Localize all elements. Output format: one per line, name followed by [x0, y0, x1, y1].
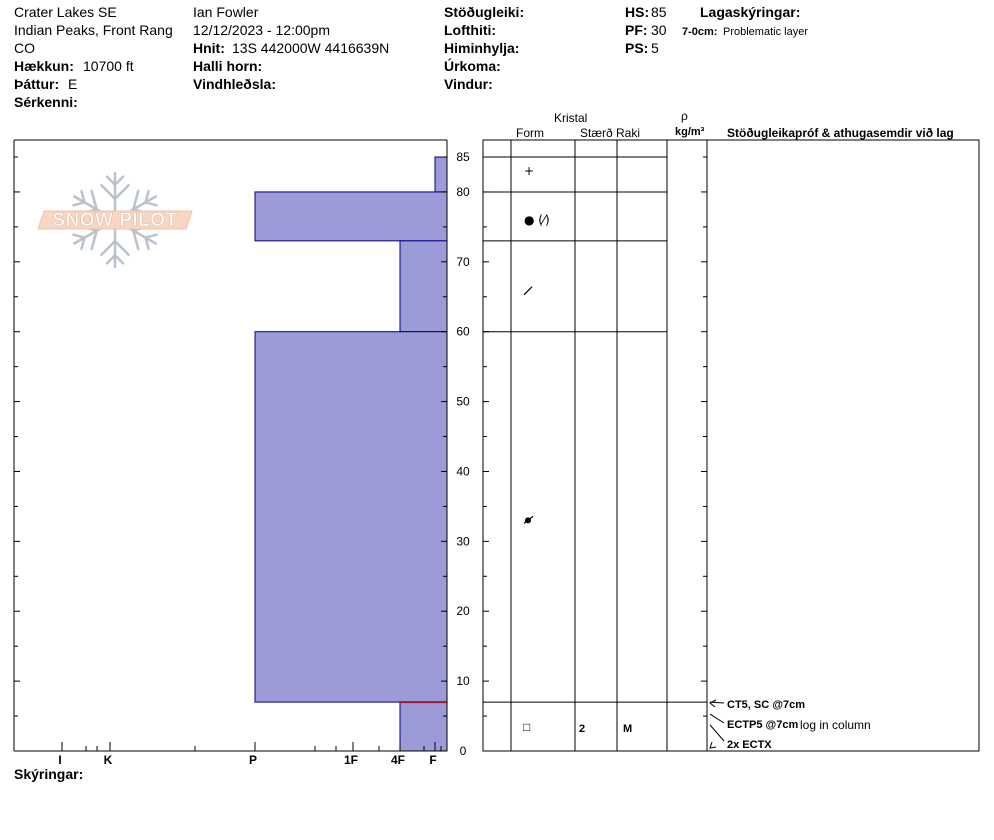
- hardness-layer-bar: [435, 157, 447, 192]
- snowflake-branch: [73, 235, 84, 238]
- pf-value: 30: [651, 22, 667, 38]
- y-tick-label: 40: [456, 464, 470, 479]
- elevation-value: 10700 ft: [83, 58, 134, 74]
- snowflake-branch: [115, 241, 129, 255]
- tests-header: Stöðugleikapróf & athugasemdir við lag: [727, 126, 954, 140]
- y-tick-label: 20: [456, 604, 470, 619]
- layer-form-symbol: □: [523, 720, 531, 734]
- precip-label: Úrkoma:: [444, 58, 501, 74]
- layer-moisture: M: [623, 723, 633, 735]
- elevation-label: Hækkun:: [14, 58, 74, 74]
- hardness-layer-bar: [400, 702, 447, 751]
- y-tick-label: 0: [459, 744, 467, 758]
- hardness-tick-label: I: [58, 753, 62, 767]
- remarks-label: Skýringar:: [14, 766, 84, 782]
- hardness-tick-label: F: [429, 753, 437, 767]
- aspect-label: Þáttur:: [14, 76, 60, 92]
- moisture-header: Raki: [616, 126, 641, 140]
- hardness-tick-label: P: [248, 753, 258, 767]
- y-tick-label: 10: [456, 674, 470, 689]
- test-ectp-comment: log in column: [800, 718, 871, 732]
- layer-size: 2: [579, 723, 586, 735]
- table-frame: [483, 140, 979, 751]
- snowflake-branch: [73, 202, 84, 205]
- observer-name: Ian Fowler: [193, 4, 259, 20]
- layer-note-text: Problematic layer: [723, 26, 808, 38]
- ps-label: PS:: [625, 40, 649, 56]
- wind-label: Vindur:: [444, 76, 493, 92]
- rho-header: ρ: [681, 109, 688, 123]
- hardness-tick-label: K: [103, 753, 113, 767]
- range-name: Indian Peaks, Front Rang: [14, 22, 173, 38]
- test-pointer-arrowhead: [710, 700, 716, 707]
- air-temp-label: Lofthiti:: [444, 22, 497, 38]
- grain-form-symbol: +: [524, 163, 535, 178]
- state-name: CO: [14, 40, 35, 56]
- crystal-header: Kristal: [554, 111, 588, 125]
- snowflake-branch: [146, 235, 157, 238]
- features-label: Sérkenni:: [14, 94, 78, 110]
- y-tick-label: 70: [456, 254, 470, 269]
- y-tick-label: 60: [456, 324, 470, 339]
- test-pointer-line: [710, 725, 724, 741]
- test-ct: CT5, SC @7cm: [727, 699, 805, 711]
- layer-notes-label: Lagaskýringar:: [700, 4, 801, 20]
- hardness-layer-bar: [255, 332, 447, 702]
- hardness-layer-bar: [255, 192, 447, 241]
- snowflake-branch: [115, 185, 129, 199]
- hs-value: 85: [651, 4, 667, 20]
- grain-form-symbol: [524, 287, 532, 295]
- stability-label: Stöðugleiki:: [444, 4, 525, 20]
- hs-label: HS:: [625, 4, 650, 20]
- logo-text: SNOW PILOT: [52, 210, 178, 231]
- pf-label: PF:: [625, 22, 648, 38]
- observation-datetime: 12/12/2023 - 12:00pm: [193, 22, 330, 38]
- snowflake-branch: [146, 202, 157, 205]
- y-tick-label: 85: [456, 150, 470, 164]
- size-header: Stærð: [580, 126, 613, 140]
- test-pointer-line: [710, 714, 724, 723]
- test-pointer-arrowhead: [710, 742, 716, 748]
- form-header: Form: [516, 126, 544, 140]
- snowflake-branch: [101, 185, 115, 199]
- location-name: Crater Lakes SE: [14, 4, 117, 20]
- wind-loading-label: Vindhleðsla:: [193, 76, 276, 92]
- slope-label: Halli horn:: [193, 58, 263, 74]
- hardness-layer-bar: [400, 241, 447, 332]
- y-tick-label: 80: [456, 184, 470, 199]
- hardness-tick-label: 4F: [390, 753, 406, 767]
- aspect-value: E: [68, 76, 78, 92]
- test-ectp: ECTP5 @7cm: [727, 719, 799, 731]
- ps-value: 5: [651, 40, 659, 56]
- grain-form-symbol: ● (⁄): [524, 212, 550, 227]
- snowflake-branch: [101, 241, 115, 255]
- y-tick-label: 50: [456, 394, 470, 409]
- coords-value: 13S 442000W 4416639N: [232, 40, 390, 56]
- test-ectx: 2x ECTX: [727, 739, 772, 751]
- y-tick-label: 30: [456, 534, 470, 549]
- coords-label: Hnit:: [193, 40, 225, 56]
- density-unit-header: kg/m³: [675, 126, 705, 138]
- sky-label: Himinhylja:: [444, 40, 520, 56]
- snowpilot-logo: [38, 173, 192, 267]
- hardness-tick-label: 1F: [343, 753, 359, 767]
- layer-note-range: 7-0cm:: [682, 26, 718, 38]
